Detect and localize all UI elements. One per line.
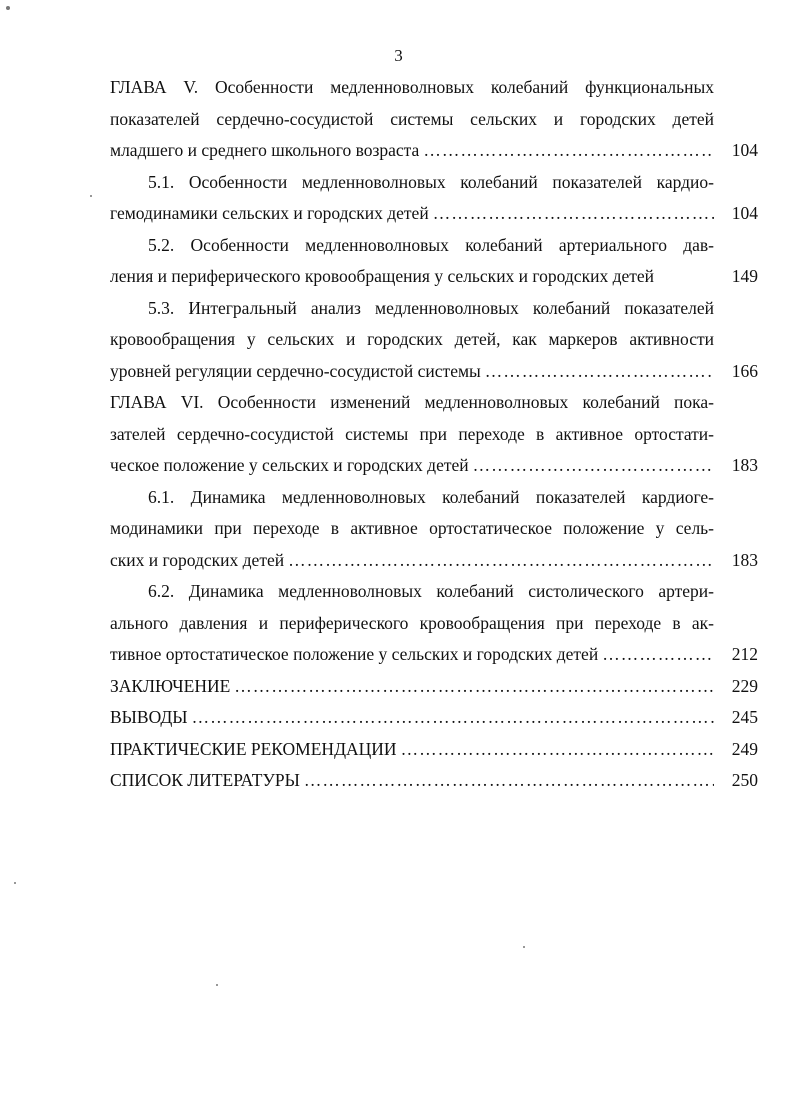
toc-entry bbox=[110, 293, 758, 388]
toc-entry-text bbox=[110, 576, 714, 671]
toc-line: ГЛАВА VI. Особенности изменений медленноволновых колебаний пока- bbox=[110, 392, 714, 412]
toc-entry-text bbox=[110, 765, 714, 797]
dot-leader bbox=[230, 671, 714, 703]
toc-line-text: ПРАКТИЧЕСКИЕ РЕКОМЕНДАЦИИ bbox=[110, 738, 397, 759]
toc-line-text: тивное ортостатическое положение у сельских и городских детей bbox=[110, 644, 599, 664]
toc-entry bbox=[110, 387, 758, 482]
toc-entry-text bbox=[110, 293, 714, 388]
toc-entry-text bbox=[110, 72, 714, 167]
toc-line: зателей сердечно-сосудистой системы при переходе в активное ортостати- bbox=[110, 423, 714, 444]
toc-line bbox=[110, 702, 714, 734]
toc-entry bbox=[110, 734, 758, 766]
dot-leader bbox=[300, 765, 714, 797]
scan-speck bbox=[14, 882, 16, 884]
toc-line bbox=[110, 671, 714, 703]
toc-entry bbox=[110, 576, 758, 671]
toc-entry-text bbox=[110, 671, 714, 703]
dot-leader bbox=[419, 135, 714, 167]
toc-page-ref: 183 bbox=[731, 549, 758, 570]
dot-leader bbox=[188, 702, 714, 734]
toc-line: 5.3. Интегральный анализ медленноволновых колебаний показателей bbox=[148, 297, 714, 318]
toc-line bbox=[110, 545, 714, 577]
toc-line: модинамики при переходе в активное ортостатическое положение у сель- bbox=[110, 518, 714, 538]
toc-line-text: СПИСОК ЛИТЕРАТУРЫ bbox=[110, 770, 300, 790]
scan-speck bbox=[216, 984, 218, 986]
toc-entry bbox=[110, 702, 758, 734]
toc-page-ref: 245 bbox=[731, 707, 758, 727]
dot-leader bbox=[429, 198, 714, 230]
toc-line bbox=[110, 261, 714, 293]
toc-line-text: ческое положение у сельских и городских детей bbox=[110, 455, 469, 475]
toc-entry bbox=[110, 72, 758, 167]
toc-entry bbox=[110, 482, 758, 577]
toc-line: ального давления и периферического кровообращения при переходе в ак- bbox=[110, 612, 714, 633]
toc-entry bbox=[110, 765, 758, 797]
toc-entry-text bbox=[110, 387, 714, 482]
toc-line bbox=[110, 135, 714, 167]
toc-entry-text bbox=[110, 702, 714, 734]
toc-page-ref: 212 bbox=[731, 644, 758, 664]
toc-line: ГЛАВА V. Особенности медленноволновых колебаний функциональных bbox=[110, 77, 714, 97]
scan-speck bbox=[523, 946, 525, 948]
toc-line-text: младшего и среднего школьного возраста bbox=[110, 140, 420, 160]
dot-leader bbox=[469, 450, 714, 482]
toc-line-text: ВЫВОДЫ bbox=[110, 707, 188, 727]
toc-entry-text bbox=[110, 167, 714, 230]
toc-entry-text bbox=[110, 482, 714, 577]
toc-page-ref: 229 bbox=[731, 675, 758, 696]
dot-leader bbox=[481, 356, 714, 388]
toc-line: кровообращения у сельских и городских детей, как маркеров активности bbox=[110, 329, 714, 349]
toc-entry-text bbox=[110, 230, 714, 293]
toc-entry bbox=[110, 167, 758, 230]
toc-line-text: уровней регуляции сердечно-сосудистой системы bbox=[110, 360, 481, 381]
toc-entry-text bbox=[110, 734, 714, 766]
toc-entry bbox=[110, 230, 758, 293]
toc-line-text: ления и периферического кровообращения у сельских и городских детей bbox=[110, 266, 655, 286]
toc-entry bbox=[110, 671, 758, 703]
toc-line-text: ЗАКЛЮЧЕНИЕ bbox=[110, 675, 231, 696]
toc-line bbox=[110, 450, 714, 482]
toc-line: 5.1. Особенности медленноволновых колебаний показателей кардио- bbox=[148, 171, 714, 192]
toc-page-ref: 149 bbox=[731, 266, 758, 286]
dot-leader bbox=[598, 639, 714, 671]
toc-line: показателей сердечно-сосудистой системы сельских и городских детей bbox=[110, 108, 714, 129]
toc-line-text: ских и городских детей bbox=[110, 549, 285, 570]
toc-line: 6.2. Динамика медленноволновых колебаний систолического артери- bbox=[148, 581, 714, 601]
toc-page-ref: 104 bbox=[731, 203, 758, 223]
toc-line bbox=[110, 765, 714, 797]
toc-line: 5.2. Особенности медленноволновых колебаний артериального дав- bbox=[148, 234, 714, 255]
toc-line bbox=[110, 198, 714, 230]
scan-speck bbox=[6, 6, 10, 10]
toc-page-ref: 250 bbox=[731, 770, 758, 790]
toc-page-ref: 104 bbox=[731, 140, 758, 160]
dot-leader bbox=[284, 545, 714, 577]
toc-line bbox=[110, 356, 714, 388]
toc-line bbox=[110, 639, 714, 671]
toc-line-text: гемодинамики сельских и городских детей bbox=[110, 203, 429, 223]
page-number: 3 bbox=[394, 46, 403, 65]
toc-page-ref: 166 bbox=[731, 360, 758, 381]
toc-page-ref: 183 bbox=[731, 455, 758, 475]
toc-line: 6.1. Динамика медленноволновых колебаний показателей кардиоге- bbox=[148, 486, 714, 507]
dot-leader bbox=[397, 734, 714, 766]
toc-line bbox=[110, 734, 714, 766]
toc-page-ref: 249 bbox=[731, 738, 758, 759]
scan-speck bbox=[90, 195, 92, 197]
table-of-contents bbox=[110, 72, 758, 797]
